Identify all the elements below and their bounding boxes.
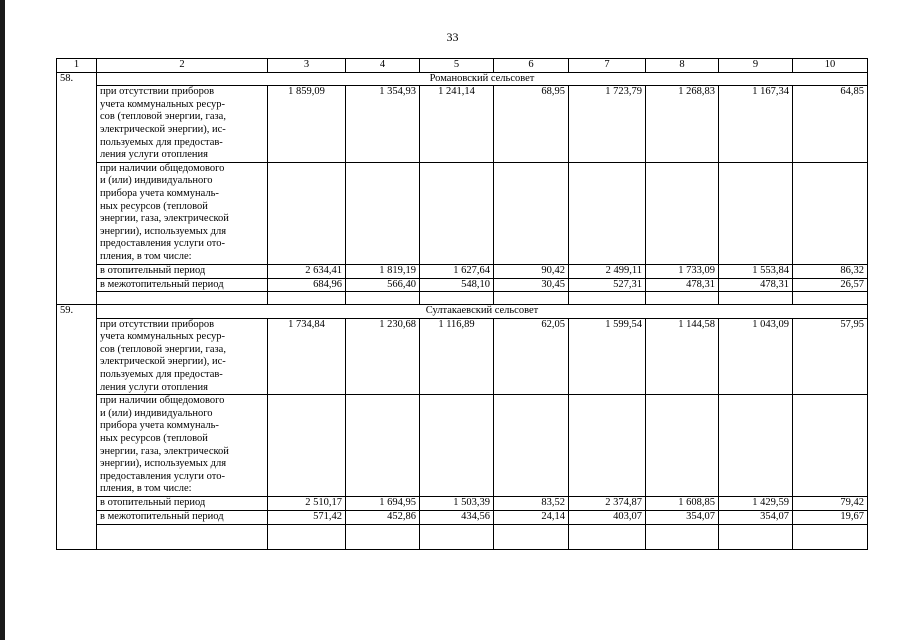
value-cell xyxy=(346,395,420,497)
row-label xyxy=(97,497,268,511)
value-cell: 26,57 xyxy=(793,278,868,292)
section-number: 58. xyxy=(57,72,97,305)
value-cell: 1 608,85 xyxy=(646,497,719,511)
value-cell xyxy=(494,395,569,497)
data-row xyxy=(57,395,868,497)
value-cell: 19,67 xyxy=(793,511,868,525)
row-label-line: пользуемых для предостав- xyxy=(100,369,223,381)
value-cell xyxy=(646,162,719,264)
row-label-line: прибора учета коммуналь- xyxy=(100,187,219,199)
empty-cell xyxy=(494,292,569,305)
value-cell xyxy=(268,162,346,264)
value-cell: 1 429,59 xyxy=(719,497,793,511)
value-cell: 1 553,84 xyxy=(719,264,793,278)
empty-cell xyxy=(494,524,569,549)
column-number-cell: 9 xyxy=(719,59,793,73)
value-cell: 2 374,87 xyxy=(569,497,646,511)
row-label-line: при отсутствии приборов xyxy=(100,318,215,330)
data-row xyxy=(57,318,868,395)
value-cell: 1 723,79 xyxy=(569,86,646,163)
row-label-line: и (или) индивидуального xyxy=(100,407,213,419)
value-cell: 62,05 xyxy=(494,318,569,395)
value-cell: 1 230,68 xyxy=(346,318,420,395)
column-number-cell: 6 xyxy=(494,59,569,73)
row-label-line: предоставления услуги ото- xyxy=(100,238,225,250)
value-cell: 86,32 xyxy=(793,264,868,278)
row-label-line: энергии), используемых для xyxy=(100,458,227,470)
value-cell xyxy=(569,395,646,497)
row-label-line: электрической энергии), ис- xyxy=(100,356,226,368)
value-cell: 1 268,83 xyxy=(646,86,719,163)
row-label-line: энергии, газа, электрической xyxy=(100,445,229,457)
value-cell: 354,07 xyxy=(646,511,719,525)
row-label-line: предоставления услуги ото- xyxy=(100,470,225,482)
row-label-line: учета коммунальных ресур- xyxy=(100,98,225,110)
value-cell: 2 499,11 xyxy=(569,264,646,278)
value-cell: 684,96 xyxy=(268,278,346,292)
value-cell: 354,07 xyxy=(719,511,793,525)
row-label-line: и (или) индивидуального xyxy=(100,175,213,187)
empty-cell xyxy=(569,524,646,549)
column-number-cell: 10 xyxy=(793,59,868,73)
value-cell: 452,86 xyxy=(346,511,420,525)
data-row xyxy=(57,264,868,278)
value-cell: 434,56 xyxy=(420,511,494,525)
value-cell: 79,42 xyxy=(793,497,868,511)
column-number-cell: 5 xyxy=(420,59,494,73)
row-label-line: в отопительный период xyxy=(100,497,206,508)
value-cell xyxy=(569,162,646,264)
row-label xyxy=(97,511,268,525)
value-cell: 1 859,09 xyxy=(268,86,346,163)
row-label-line: в межотопительный период xyxy=(100,278,224,290)
value-cell: 90,42 xyxy=(494,264,569,278)
empty-cell xyxy=(420,292,494,305)
data-row xyxy=(57,278,868,292)
value-cell: 1 503,39 xyxy=(420,497,494,511)
row-label xyxy=(97,264,268,278)
row-label-line: прибора учета коммуналь- xyxy=(100,420,219,432)
column-number-cell: 3 xyxy=(268,59,346,73)
value-cell: 24,14 xyxy=(494,511,569,525)
row-label-line: пления, в том числе: xyxy=(100,483,192,495)
empty-cell xyxy=(97,524,268,549)
empty-cell xyxy=(646,524,719,549)
data-row xyxy=(57,511,868,525)
value-cell: 1 167,34 xyxy=(719,86,793,163)
value-cell: 571,42 xyxy=(268,511,346,525)
row-label-line: ления услуги отопления xyxy=(100,381,208,393)
column-number-cell: 4 xyxy=(346,59,420,73)
value-cell: 2 510,17 xyxy=(268,497,346,511)
empty-cell xyxy=(569,292,646,305)
row-label xyxy=(97,162,268,264)
row-label-line: ных ресурсов (тепловой xyxy=(100,200,208,212)
empty-cell xyxy=(97,292,268,305)
value-cell: 57,95 xyxy=(793,318,868,395)
value-cell xyxy=(793,395,868,497)
value-cell xyxy=(420,162,494,264)
value-cell xyxy=(494,162,569,264)
value-cell xyxy=(420,395,494,497)
column-number-cell: 7 xyxy=(569,59,646,73)
value-cell: 1 694,95 xyxy=(346,497,420,511)
row-label-line: энергии, газа, электрической xyxy=(100,213,229,225)
value-cell: 1 733,09 xyxy=(646,264,719,278)
section-title: Султакаевский сельсовет xyxy=(97,305,868,319)
section-number: 59. xyxy=(57,305,97,550)
data-row xyxy=(57,162,868,264)
row-label-line: сов (тепловой энергии, газа, xyxy=(100,343,226,355)
value-cell: 478,31 xyxy=(719,278,793,292)
empty-cell xyxy=(346,524,420,549)
value-cell: 1 241,14 xyxy=(420,86,494,163)
value-cell: 68,95 xyxy=(494,86,569,163)
row-label-line: пления, в том числе: xyxy=(100,250,192,262)
row-label-line: при наличии общедомового xyxy=(100,395,225,407)
value-cell: 1 144,58 xyxy=(646,318,719,395)
row-label-line: пользуемых для предостав- xyxy=(100,136,223,148)
empty-cell xyxy=(719,292,793,305)
empty-cell xyxy=(719,524,793,549)
value-cell xyxy=(646,395,719,497)
row-label-line: электрической энергии), ис- xyxy=(100,123,226,135)
row-label-line: в межотопительный период xyxy=(100,511,224,522)
section-title-row xyxy=(57,72,868,86)
page-edge-bar xyxy=(0,0,5,640)
empty-cell xyxy=(346,292,420,305)
page-number: 33 xyxy=(446,30,459,44)
trailing-empty-row xyxy=(57,292,868,305)
row-label-line: сов (тепловой энергии, газа, xyxy=(100,111,226,123)
value-cell: 1 627,64 xyxy=(420,264,494,278)
row-label xyxy=(97,318,268,395)
value-cell: 527,31 xyxy=(569,278,646,292)
trailing-empty-row xyxy=(57,524,868,549)
value-cell xyxy=(268,395,346,497)
value-cell: 64,85 xyxy=(793,86,868,163)
row-label-line: учета коммунальных ресур- xyxy=(100,331,225,343)
empty-cell xyxy=(793,292,868,305)
row-label xyxy=(97,86,268,163)
value-cell: 1 734,84 xyxy=(268,318,346,395)
value-cell xyxy=(719,395,793,497)
column-number-row xyxy=(57,59,868,73)
value-cell: 478,31 xyxy=(646,278,719,292)
data-row xyxy=(57,86,868,163)
value-cell: 1 116,89 xyxy=(420,318,494,395)
empty-cell xyxy=(646,292,719,305)
column-number-cell: 1 xyxy=(57,59,97,73)
row-label-line: при наличии общедомового xyxy=(100,162,225,174)
tariff-table-body xyxy=(57,59,868,550)
value-cell: 1 354,93 xyxy=(346,86,420,163)
data-row xyxy=(57,497,868,511)
column-number-cell: 2 xyxy=(97,59,268,73)
value-cell: 1 599,54 xyxy=(569,318,646,395)
value-cell xyxy=(346,162,420,264)
empty-cell xyxy=(793,524,868,549)
value-cell: 1 043,09 xyxy=(719,318,793,395)
value-cell: 30,45 xyxy=(494,278,569,292)
row-label-line: ных ресурсов (тепловой xyxy=(100,433,208,445)
column-number-cell: 8 xyxy=(646,59,719,73)
value-cell: 548,10 xyxy=(420,278,494,292)
row-label-line: при отсутствии приборов xyxy=(100,86,215,98)
empty-cell xyxy=(268,524,346,549)
value-cell: 1 819,19 xyxy=(346,264,420,278)
row-label xyxy=(97,395,268,497)
value-cell xyxy=(719,162,793,264)
value-cell xyxy=(793,162,868,264)
section-title: Романовский сельсовет xyxy=(97,72,868,86)
tariff-table xyxy=(56,58,868,550)
value-cell: 403,07 xyxy=(569,511,646,525)
value-cell: 566,40 xyxy=(346,278,420,292)
row-label xyxy=(97,278,268,292)
section-title-row xyxy=(57,305,868,319)
row-label-line: в отопительный период xyxy=(100,264,206,276)
value-cell: 83,52 xyxy=(494,497,569,511)
row-label-line: ления услуги отопления xyxy=(100,149,208,161)
empty-cell xyxy=(420,524,494,549)
empty-cell xyxy=(268,292,346,305)
value-cell: 2 634,41 xyxy=(268,264,346,278)
row-label-line: энергии), используемых для xyxy=(100,225,227,237)
